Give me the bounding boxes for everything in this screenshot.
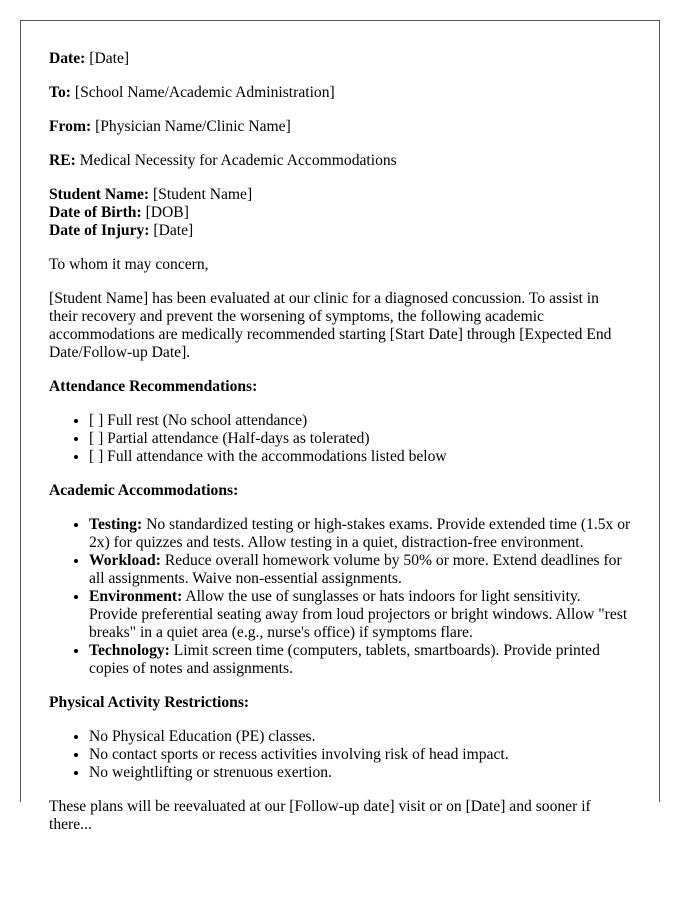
environment-label: Environment: — [89, 588, 183, 605]
from-line — [49, 118, 631, 136]
re-line — [49, 152, 631, 170]
list-item: • [ ] Full attendance with the accommodations listed below — [89, 448, 631, 466]
list-item: • No contact sports or recess activities involving risk of head impact. — [89, 746, 631, 764]
attendance-list — [49, 412, 631, 466]
physical-list — [49, 728, 631, 782]
salutation: To whom it may concern, — [49, 256, 209, 273]
list-item: • No Physical Education (PE) classes. — [89, 728, 631, 746]
attendance-heading: Attendance Recommendations: — [49, 378, 258, 395]
date-line — [49, 50, 631, 68]
from-label: From: — [49, 118, 92, 135]
injury-date-value: [Date] — [153, 222, 194, 239]
workload-label: Workload: — [89, 552, 161, 569]
student-name-value: [Student Name] — [152, 186, 253, 203]
intro-paragraph: [Student Name] has been evaluated at our clinic for a diagnosed concussion. To assist in their recovery and prevent the worsening of symptoms, the following academic accommodations are medically recommended starting [Start Date] through [Expected End Date/Follow-up Date]. — [49, 290, 612, 361]
technology-text: Limit screen time (computers, tablets, smartboards). Provide printed copies of notes and assignments. — [89, 642, 600, 677]
re-value: Medical Necessity for Academic Accommodations — [79, 152, 397, 169]
list-item — [89, 642, 631, 678]
letter-content — [49, 50, 631, 850]
technology-label: Technology: — [89, 642, 170, 659]
to-value: [School Name/Academic Administration] — [74, 84, 335, 101]
academic-list — [49, 516, 631, 678]
to-label: To: — [49, 84, 71, 101]
dob-value: [DOB] — [145, 204, 189, 221]
dob-label: Date of Birth: — [49, 204, 142, 221]
date-label: Date: — [49, 50, 86, 67]
list-item — [89, 588, 631, 642]
student-name-line — [49, 186, 631, 204]
list-item: • [ ] Full rest (No school attendance) — [89, 412, 631, 430]
date-value: [Date] — [89, 50, 130, 67]
testing-label: Testing: — [89, 516, 143, 533]
list-item — [89, 552, 631, 588]
student-info-block — [49, 186, 631, 240]
list-item: • [ ] Partial attendance (Half-days as tolerated) — [89, 430, 631, 448]
physical-heading: Physical Activity Restrictions: — [49, 694, 250, 711]
injury-date-label: Date of Injury: — [49, 222, 150, 239]
dob-line — [49, 204, 631, 222]
re-label: RE: — [49, 152, 76, 169]
list-item — [89, 516, 631, 552]
student-name-label: Student Name: — [49, 186, 150, 203]
letter-page — [20, 20, 660, 833]
injury-date-line — [49, 222, 631, 240]
environment-text: Allow the use of sunglasses or hats indoors for light sensitivity. Provide preferential seating away from loud projectors or bright windows. Allow "rest breaks" in a quiet area (e.g., nurse's office) if symptoms flare. — [89, 588, 628, 641]
closing-paragraph: These plans will be reevaluated at our [Follow-up date] visit or on [Date] and sooner if there... — [49, 798, 591, 833]
workload-text: Reduce overall homework volume by 50% or more. Extend deadlines for all assignments. Waive non-essential assignments. — [89, 552, 622, 587]
academic-heading: Academic Accommodations: — [49, 482, 239, 499]
testing-text: No standardized testing or high-stakes exams. Provide extended time (1.5x or 2x) for quizzes and tests. Allow testing in a quiet, distraction-free environment. — [89, 516, 631, 551]
list-item: • No weightlifting or strenuous exertion. — [89, 764, 631, 782]
to-line — [49, 84, 631, 102]
from-value: [Physician Name/Clinic Name] — [95, 118, 291, 135]
